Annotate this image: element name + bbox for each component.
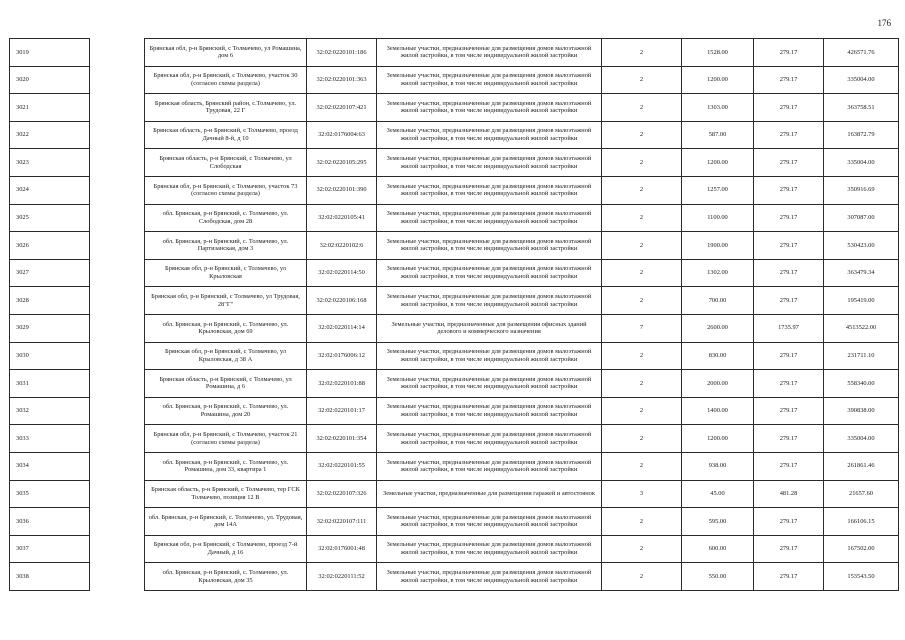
area-cell: 587.00: [682, 121, 754, 149]
specific-value-cell: 279.17: [754, 176, 824, 204]
address-cell: Брянская обл, р-н Брянский, с Толмачево, проезд 7-й Дачный, д 16: [145, 535, 307, 563]
address-cell: Брянская обл, р-н Брянский, с Толмачево, участок 21 (согласно схемы раздела): [145, 425, 307, 453]
area-cell: 938.00: [682, 452, 754, 480]
cadastral-number-cell: 32:02:0220101:390: [307, 176, 377, 204]
table-row: [10, 535, 899, 563]
row-number: 3026: [10, 232, 90, 260]
address-cell: Брянская обл, р-н Брянский, с Толмачево, ул Крыловская: [145, 259, 307, 287]
specific-value-cell: 279.17: [754, 452, 824, 480]
cadastral-value-cell: 307087.00: [824, 204, 899, 232]
address-cell: обл. Брянская, р-н Брянский, с. Толмачево, ул. Ромашина, дом 33, квартира 1: [145, 452, 307, 480]
address-cell: Брянская обл, р-н Брянский, с Толмачево, участок 30 (согласно схемы раздела): [145, 66, 307, 94]
address-cell: Брянская область, р-н Брянский, с Толмачево, ул Слободская: [145, 149, 307, 177]
specific-value-cell: 279.17: [754, 259, 824, 287]
area-cell: 700.00: [682, 287, 754, 315]
cadastral-number-cell: 32:02:0220107:326: [307, 480, 377, 508]
group-cell: 2: [602, 535, 682, 563]
cadastral-number-cell: 32:02:0220105:41: [307, 204, 377, 232]
cadastral-value-cell: 21657.60: [824, 480, 899, 508]
land-purpose-cell: Земельные участки, предназначенные для размещения офисных зданий делового и коммерческого назначения: [377, 314, 602, 342]
group-cell: 2: [602, 342, 682, 370]
cadastral-value-cell: 231711.10: [824, 342, 899, 370]
spacer-cell: [90, 149, 145, 177]
row-number: 3030: [10, 342, 90, 370]
land-purpose-cell: Земельные участки, предназначенные для размещения домов малоэтажной жилой застройки, в том числе индивидуальной жилой застройки: [377, 232, 602, 260]
row-number: 3023: [10, 149, 90, 177]
land-purpose-cell: Земельные участки, предназначенные для размещения домов малоэтажной жилой застройки, в том числе индивидуальной жилой застройки: [377, 535, 602, 563]
land-purpose-cell: Земельные участки, предназначенные для размещения домов малоэтажной жилой застройки, в том числе индивидуальной жилой застройки: [377, 342, 602, 370]
address-cell: обл. Брянская, р-н Брянский, с. Толмачево, ул. Партизанская, дом 3: [145, 232, 307, 260]
specific-value-cell: 279.17: [754, 121, 824, 149]
cadastral-number-cell: 32:02:0220114:14: [307, 314, 377, 342]
cadastral-value-cell: 166106.15: [824, 508, 899, 536]
table-row: [10, 121, 899, 149]
cadastral-number-cell: 32:02:0220102:6: [307, 232, 377, 260]
table-row: [10, 232, 899, 260]
table-row: [10, 397, 899, 425]
page-number: 176: [877, 18, 891, 28]
cadastral-number-cell: 32:02:0220111:52: [307, 563, 377, 591]
row-number: 3031: [10, 370, 90, 398]
row-number: 3038: [10, 563, 90, 591]
area-cell: 2600.00: [682, 314, 754, 342]
area-cell: 1302.00: [682, 259, 754, 287]
address-cell: Брянская область, Брянский район, с.Толмачево, ул. Трудовая, 22 Г: [145, 94, 307, 122]
address-cell: обл. Брянская, р-н Брянский, с. Толмачево, ул. Слободская, дом 28: [145, 204, 307, 232]
row-number: 3020: [10, 66, 90, 94]
spacer-cell: [90, 535, 145, 563]
land-purpose-cell: Земельные участки, предназначенные для размещения домов малоэтажной жилой застройки, в том числе индивидуальной жилой застройки: [377, 94, 602, 122]
area-cell: 595.00: [682, 508, 754, 536]
cadastral-number-cell: 32:02:0176001:48: [307, 535, 377, 563]
address-cell: обл. Брянская, р-н Брянский, с. Толмачево, ул. Ромашина, дом 20: [145, 397, 307, 425]
table-row: [10, 480, 899, 508]
group-cell: 2: [602, 259, 682, 287]
row-number: 3035: [10, 480, 90, 508]
cadastral-value-cell: 530423.00: [824, 232, 899, 260]
land-purpose-cell: Земельные участки, предназначенные для размещения домов малоэтажной жилой застройки, в том числе индивидуальной жилой застройки: [377, 149, 602, 177]
cadastral-value-cell: 426571.76: [824, 39, 899, 67]
area-cell: 1200.00: [682, 149, 754, 177]
cadastral-number-cell: 32:02:0220101:363: [307, 66, 377, 94]
address-cell: Брянская область, р-н Брянский, с Толмачево, тер ГСК Толмачево, позиция 12 В: [145, 480, 307, 508]
table-row: [10, 176, 899, 204]
land-purpose-cell: Земельные участки, предназначенные для размещения домов малоэтажной жилой застройки, в том числе индивидуальной жилой застройки: [377, 397, 602, 425]
spacer-cell: [90, 259, 145, 287]
table-row: [10, 39, 899, 67]
cadastral-value-cell: 390838.00: [824, 397, 899, 425]
area-cell: 600.00: [682, 535, 754, 563]
address-cell: Брянская обл, р-н Брянский, с Толмачево, участок 73 (согласно схемы раздела): [145, 176, 307, 204]
table-row: [10, 204, 899, 232]
spacer-cell: [90, 314, 145, 342]
area-cell: 1200.00: [682, 66, 754, 94]
group-cell: 2: [602, 204, 682, 232]
row-number: 3027: [10, 259, 90, 287]
table-row: [10, 94, 899, 122]
cadastral-value-cell: 350916.69: [824, 176, 899, 204]
specific-value-cell: 279.17: [754, 535, 824, 563]
specific-value-cell: 279.17: [754, 370, 824, 398]
area-cell: 1257.00: [682, 176, 754, 204]
specific-value-cell: 279.17: [754, 508, 824, 536]
spacer-cell: [90, 39, 145, 67]
table-row: [10, 314, 899, 342]
area-cell: 1200.00: [682, 425, 754, 453]
cadastral-value-cell: 163872.79: [824, 121, 899, 149]
spacer-cell: [90, 121, 145, 149]
address-cell: Брянская обл, р-н Брянский, с Толмачево, ул Крыловская, д 38 А: [145, 342, 307, 370]
specific-value-cell: 279.17: [754, 204, 824, 232]
row-number: 3034: [10, 452, 90, 480]
row-number: 3019: [10, 39, 90, 67]
group-cell: 2: [602, 508, 682, 536]
row-number: 3022: [10, 121, 90, 149]
cadastral-value-table: [9, 38, 899, 591]
specific-value-cell: 279.17: [754, 563, 824, 591]
spacer-cell: [90, 94, 145, 122]
cadastral-number-cell: 32:02:0220101:354: [307, 425, 377, 453]
spacer-cell: [90, 204, 145, 232]
specific-value-cell: 481.28: [754, 480, 824, 508]
table-row: [10, 287, 899, 315]
group-cell: 2: [602, 452, 682, 480]
address-cell: Брянская обл, р-н Брянский, с Толмачево, ул Трудовая, 28"Г": [145, 287, 307, 315]
cadastral-number-cell: 32:02:0220106:168: [307, 287, 377, 315]
specific-value-cell: 279.17: [754, 425, 824, 453]
table-row: [10, 342, 899, 370]
area-cell: 550.00: [682, 563, 754, 591]
spacer-cell: [90, 66, 145, 94]
row-number: 3032: [10, 397, 90, 425]
cadastral-value-cell: 195419.00: [824, 287, 899, 315]
area-cell: 45.00: [682, 480, 754, 508]
row-number: 3036: [10, 508, 90, 536]
table-row: [10, 66, 899, 94]
land-purpose-cell: Земельные участки, предназначенные для размещения домов малоэтажной жилой застройки, в том числе индивидуальной жилой застройки: [377, 452, 602, 480]
row-number: 3028: [10, 287, 90, 315]
table-row: [10, 508, 899, 536]
spacer-cell: [90, 287, 145, 315]
cadastral-number-cell: 32:02:0220107:421: [307, 94, 377, 122]
cadastral-value-cell: 167502.00: [824, 535, 899, 563]
group-cell: 2: [602, 176, 682, 204]
land-purpose-cell: Земельные участки, предназначенные для размещения домов малоэтажной жилой застройки, в том числе индивидуальной жилой застройки: [377, 259, 602, 287]
specific-value-cell: 279.17: [754, 232, 824, 260]
address-cell: обл. Брянская, р-н Брянский, с. Толмачево, ул. Трудовая, дом 14А: [145, 508, 307, 536]
cadastral-value-cell: 363479.34: [824, 259, 899, 287]
specific-value-cell: 279.17: [754, 66, 824, 94]
spacer-cell: [90, 232, 145, 260]
land-purpose-cell: Земельные участки, предназначенные для размещения домов малоэтажной жилой застройки, в том числе индивидуальной жилой застройки: [377, 121, 602, 149]
spacer-cell: [90, 452, 145, 480]
cadastral-number-cell: 32:02:0220101:55: [307, 452, 377, 480]
spacer-cell: [90, 563, 145, 591]
group-cell: 2: [602, 232, 682, 260]
spacer-cell: [90, 342, 145, 370]
row-number: 3029: [10, 314, 90, 342]
land-purpose-cell: Земельные участки, предназначенные для размещения домов малоэтажной жилой застройки, в том числе индивидуальной жилой застройки: [377, 39, 602, 67]
spacer-cell: [90, 425, 145, 453]
spacer-cell: [90, 176, 145, 204]
area-cell: 1900.00: [682, 232, 754, 260]
specific-value-cell: 279.17: [754, 342, 824, 370]
land-purpose-cell: Земельные участки, предназначенные для размещения домов малоэтажной жилой застройки, в том числе индивидуальной жилой застройки: [377, 176, 602, 204]
cadastral-value-cell: 261861.46: [824, 452, 899, 480]
cadastral-number-cell: 32:02:0220101:17: [307, 397, 377, 425]
spacer-cell: [90, 508, 145, 536]
specific-value-cell: 279.17: [754, 397, 824, 425]
cadastral-number-cell: 32:02:0176004:63: [307, 121, 377, 149]
address-cell: Брянская область, р-н Брянский, с Толмачево, проезд Дачный 8-й, д 10: [145, 121, 307, 149]
cadastral-value-cell: 335004.00: [824, 149, 899, 177]
area-cell: 1400.00: [682, 397, 754, 425]
specific-value-cell: 279.17: [754, 94, 824, 122]
address-cell: обл. Брянская, р-н Брянский, с. Толмачево, ул. Крыловская, дом 35: [145, 563, 307, 591]
group-cell: 2: [602, 66, 682, 94]
group-cell: 2: [602, 370, 682, 398]
area-cell: 830.00: [682, 342, 754, 370]
land-purpose-cell: Земельные участки, предназначенные для размещения домов малоэтажной жилой застройки, в том числе индивидуальной жилой застройки: [377, 370, 602, 398]
cadastral-value-cell: 363758.51: [824, 94, 899, 122]
table-row: [10, 259, 899, 287]
spacer-cell: [90, 370, 145, 398]
land-purpose-cell: Земельные участки, предназначенные для размещения домов малоэтажной жилой застройки, в том числе индивидуальной жилой застройки: [377, 204, 602, 232]
cadastral-value-cell: 558340.00: [824, 370, 899, 398]
cadastral-number-cell: 32:02:0220107:111: [307, 508, 377, 536]
area-cell: 1303.00: [682, 94, 754, 122]
group-cell: 2: [602, 121, 682, 149]
group-cell: 2: [602, 287, 682, 315]
cadastral-number-cell: 32:02:0220101:88: [307, 370, 377, 398]
address-cell: Брянская обл, р-н Брянский, с Толмачево, ул Ромашина, дом 6: [145, 39, 307, 67]
spacer-cell: [90, 397, 145, 425]
group-cell: 7: [602, 314, 682, 342]
cadastral-number-cell: 32:02:0220105:295: [307, 149, 377, 177]
land-purpose-cell: Земельные участки, предназначенные для размещения домов малоэтажной жилой застройки, в том числе индивидуальной жилой застройки: [377, 508, 602, 536]
row-number: 3021: [10, 94, 90, 122]
table-row: [10, 425, 899, 453]
land-purpose-cell: Земельные участки, предназначенные для размещения домов малоэтажной жилой застройки, в том числе индивидуальной жилой застройки: [377, 563, 602, 591]
table-row: [10, 149, 899, 177]
group-cell: 2: [602, 149, 682, 177]
table-row: [10, 563, 899, 591]
land-purpose-cell: Земельные участки, предназначенные для размещения домов малоэтажной жилой застройки, в том числе индивидуальной жилой застройки: [377, 287, 602, 315]
land-purpose-cell: Земельные участки, предназначенные для размещения гаражей и автостоянок: [377, 480, 602, 508]
area-cell: 1528.00: [682, 39, 754, 67]
spacer-cell: [90, 480, 145, 508]
cadastral-value-cell: 4513522.00: [824, 314, 899, 342]
row-number: 3025: [10, 204, 90, 232]
address-cell: Брянская область, р-н Брянский, с Толмачево, ул Ромашина, д 6: [145, 370, 307, 398]
cadastral-value-cell: 335004.00: [824, 66, 899, 94]
cadastral-number-cell: 32:02:0220101:186: [307, 39, 377, 67]
specific-value-cell: 279.17: [754, 149, 824, 177]
specific-value-cell: 1735.97: [754, 314, 824, 342]
address-cell: обл. Брянская, р-н Брянский, с. Толмачево, ул. Крыловская, дом 69: [145, 314, 307, 342]
group-cell: 2: [602, 39, 682, 67]
group-cell: 2: [602, 563, 682, 591]
land-purpose-cell: Земельные участки, предназначенные для размещения домов малоэтажной жилой застройки, в том числе индивидуальной жилой застройки: [377, 425, 602, 453]
land-purpose-cell: Земельные участки, предназначенные для размещения домов малоэтажной жилой застройки, в том числе индивидуальной жилой застройки: [377, 66, 602, 94]
table-row: [10, 370, 899, 398]
group-cell: 2: [602, 425, 682, 453]
specific-value-cell: 279.17: [754, 287, 824, 315]
cadastral-value-cell: 335004.00: [824, 425, 899, 453]
group-cell: 2: [602, 397, 682, 425]
area-cell: 1100.00: [682, 204, 754, 232]
group-cell: 3: [602, 480, 682, 508]
row-number: 3037: [10, 535, 90, 563]
specific-value-cell: 279.17: [754, 39, 824, 67]
cadastral-number-cell: 32:02:0176006:12: [307, 342, 377, 370]
row-number: 3033: [10, 425, 90, 453]
group-cell: 2: [602, 94, 682, 122]
table-row: [10, 452, 899, 480]
cadastral-value-cell: 153543.50: [824, 563, 899, 591]
cadastral-number-cell: 32:02:0220114:50: [307, 259, 377, 287]
area-cell: 2000.00: [682, 370, 754, 398]
row-number: 3024: [10, 176, 90, 204]
